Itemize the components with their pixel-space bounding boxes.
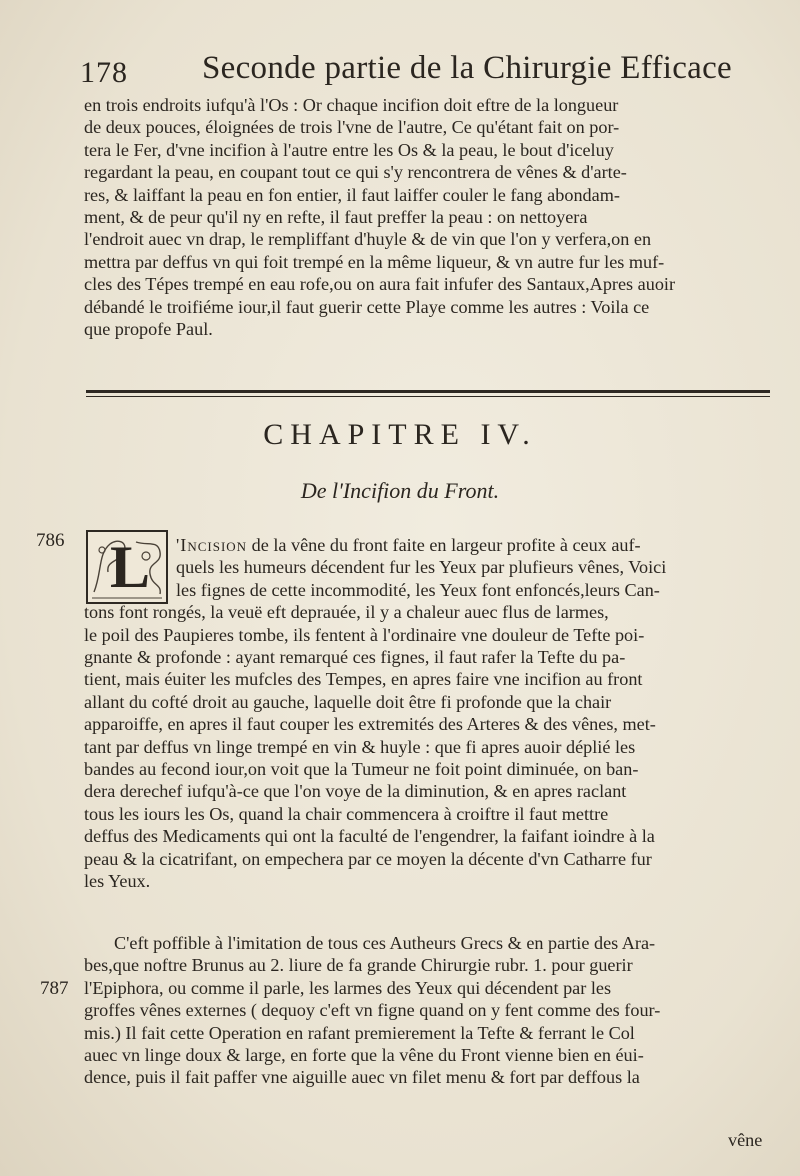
text-line: débandé le troifiéme iour,il faut guerir cette Playe comme les autres : Voila ce	[84, 296, 650, 317]
rule-thick-line	[86, 390, 770, 393]
text-line: groffes vênes externes ( dequoy c'eft vn figne quand on y fent comme des four-	[84, 1000, 661, 1021]
text-line: deffus des Medicaments qui ont la faculté de l'engendrer, la faifant ioindre à la	[84, 826, 655, 847]
catchword: vêne	[728, 1130, 763, 1150]
rule-thin-line	[86, 396, 770, 397]
paragraph-1	[84, 94, 774, 340]
text-line: bes,que noftre Brunus au 2. liure de fa grande Chirurgie rubr. 1. pour guerir	[84, 955, 633, 976]
text-line: C'eft poffible à l'imitation de tous ces Autheurs Grecs & en partie des Ara-	[114, 933, 656, 953]
text-line: bandes au fecond iour,on voit que la Tumeur ne foit point diminuée, on ban-	[84, 759, 639, 780]
text-line: les Yeux.	[84, 871, 151, 892]
chapter-title: CHAPITRE IV.	[263, 418, 537, 451]
margin-number: 786	[36, 530, 65, 551]
text-span: de la vêne du front faite en largeur profite à ceux auf-	[247, 535, 641, 555]
chapter-subtitle: De l'Incifion du Front.	[300, 478, 500, 503]
text-line: gnante & profonde : ayant remarqué ces fignes, il faut rafer la Tefte du pa-	[84, 647, 626, 668]
text-line: l'endroit auec vn drap, le rempliffant d'huyle & de vin que l'on y verfera,on en	[84, 229, 652, 250]
text-line: le poil des Paupieres tombe, ils fentent à l'ordinaire vne douleur de Tefte poi-	[84, 624, 645, 645]
text-line: mis.) Il fait cette Operation en rafant premierement la Tefte & ferrant le Col	[84, 1022, 635, 1043]
text-line: tons font rongés, la veuë eft deprauée, il y a chaleur auec flus de larmes,	[84, 602, 609, 623]
running-head: Seconde partie de la Chirurgie Efficace	[202, 50, 732, 86]
text-line: tant par deffus vn linge trempé en vin & huyle : que fi apres auoir déplié les	[84, 736, 636, 757]
text-line: res, & laiffant la peau en fon entier, il faut laiffer couler le fang abondam-	[84, 184, 620, 205]
text-line: regardant la peau, en coupant tout ce qui s'y rencontrera de vênes & d'arte-	[84, 162, 627, 183]
text-line	[84, 534, 774, 556]
text-line: cles des Tépes trempé en eau rofe,ou on aura fait infufer des Santaux,Apres auoir	[84, 274, 676, 295]
text-line: tera le Fer, d'vne incifion à l'autre entre les Os & la peau, le bout d'iceluy	[84, 139, 614, 160]
text-line: apparoiffe, en apres il faut couper les extremités des Arteres & des vênes, met-	[84, 714, 656, 735]
text-line: dence, puis il fait paffer vne aiguille auec vn filet menu & fort par deffous la	[84, 1067, 640, 1088]
text-line: quels les humeurs décendent fur les Yeux par plufieurs vênes, Voici	[176, 557, 667, 578]
opening-word: 'Incision	[176, 535, 248, 555]
text-line: que propofe Paul.	[84, 319, 213, 340]
page-header	[80, 48, 732, 92]
text-line: dera derechef iufqu'à-ce que l'on voye de la diminution, & en apres raclant	[84, 781, 627, 802]
page-number: 178	[80, 56, 128, 89]
paragraph-3	[84, 932, 774, 1089]
text-line: tient, mais éuiter les mufcles des Tempes, en apres faire vne incifion au front	[84, 669, 643, 690]
text-line: les fignes de cette incommodité, les Yeux font enfoncés,leurs Can-	[176, 579, 660, 600]
dropcap-letter: L	[110, 534, 151, 600]
text-line: en trois endroits iufqu'à l'Os : Or chaque incifion doit eftre de la longueur	[84, 95, 619, 115]
text-line: allant du cofté droit au gauche, laquelle doit être fi profonde que la chair	[84, 691, 612, 712]
text-line: peau & la cicatrifant, on empechera par ce moyen la décente d'vn Catharre fur	[84, 848, 652, 869]
text-line: mettra par deffus vn qui foit trempé en la même liqueur, & vn autre fur les muf-	[84, 251, 665, 272]
text-line: ment, & de peur qu'il ny en refte, il faut preffer la peau : on nettoyera	[84, 207, 588, 228]
text-line: tous les iours les Os, quand la chair commencera à croiftre il faut mettre	[84, 803, 609, 824]
paragraph-2	[84, 534, 774, 893]
margin-number: 787	[40, 978, 69, 999]
text-line: l'Epiphora, ou comme il parle, les larmes des Yeux qui décendent par les	[84, 977, 612, 998]
section-rule	[86, 390, 770, 400]
text-line: auec vn linge doux & large, en forte que la vêne du Front vienne bien en éui-	[84, 1045, 644, 1066]
text-line: de deux pouces, éloignées de trois l'vne de l'autre, Ce qu'étant fait on por-	[84, 117, 620, 138]
